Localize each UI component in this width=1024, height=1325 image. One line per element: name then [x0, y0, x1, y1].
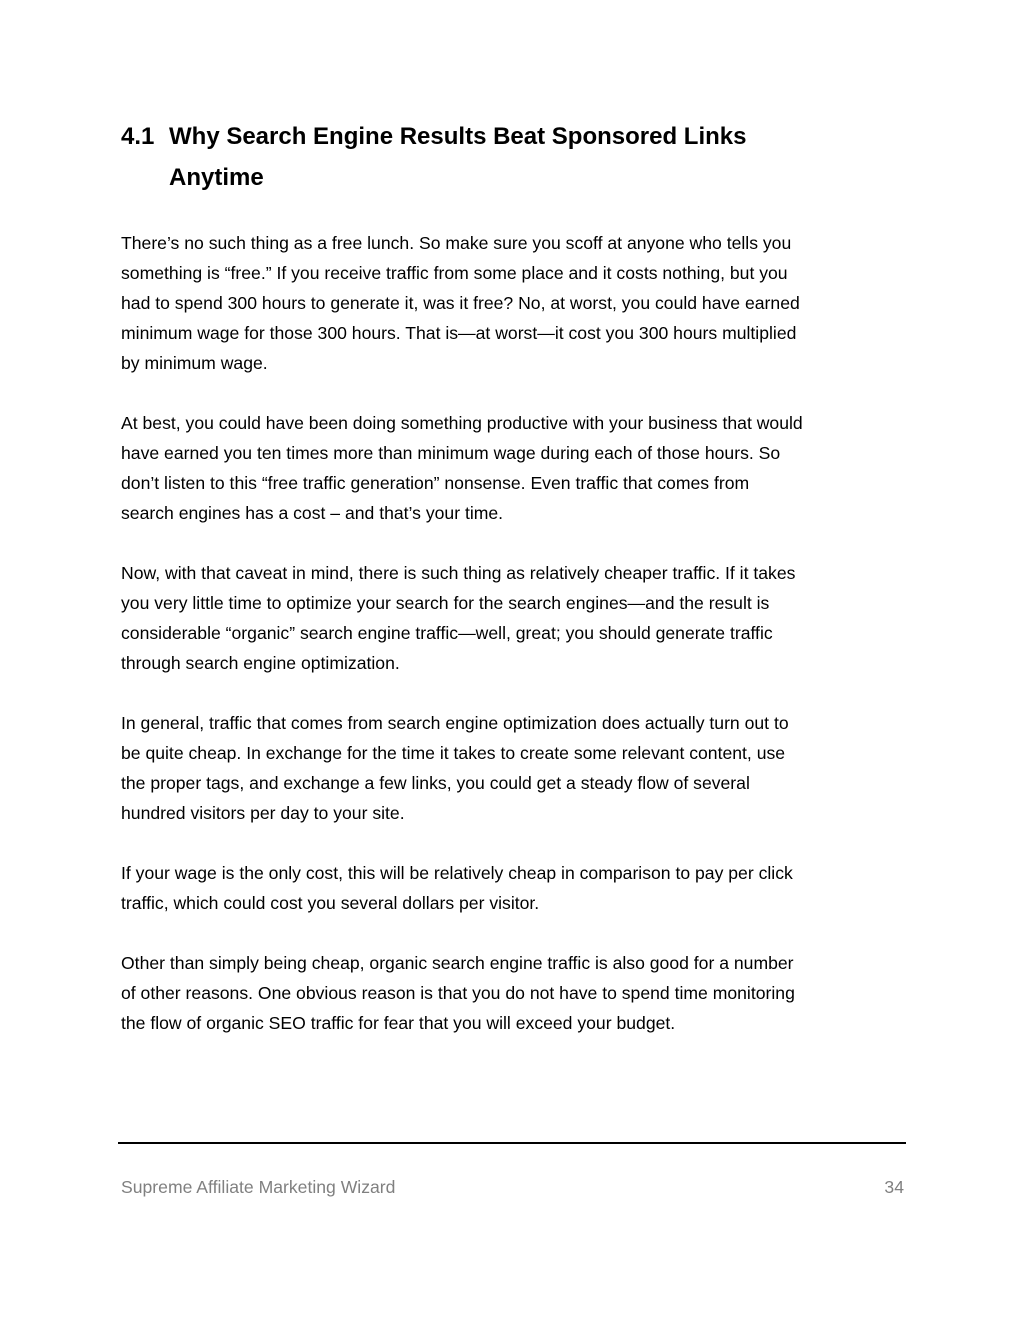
body-text: [121, 228, 911, 1068]
paragraph-4: [121, 708, 911, 828]
text-line: don’t listen to this “free traffic generation” nonsense. Even traffic that comes from: [121, 473, 750, 493]
text-line: through search engine optimization.: [121, 653, 400, 673]
text-line: minimum wage for those 300 hours. That is—at worst—it cost you 300 hours multiplied: [121, 323, 797, 343]
text-line: have earned you ten times more than minimum wage during each of those hours. So: [121, 443, 781, 463]
paragraph-6: [121, 948, 911, 1038]
section-title-line-1: Why Search Engine Results Beat Sponsored Links: [169, 123, 747, 150]
section-heading: [121, 116, 911, 198]
text-line: hundred visitors per day to your site.: [121, 803, 405, 823]
paragraph-1: [121, 228, 911, 378]
footer-divider: [118, 1142, 906, 1144]
text-line: traffic, which could cost you several dollars per visitor.: [121, 893, 540, 913]
text-line: In general, traffic that comes from search engine optimization does actually turn out to: [121, 713, 789, 733]
text-line: If your wage is the only cost, this will be relatively cheap in comparison to pay per click: [121, 863, 793, 883]
text-line: considerable “organic” search engine traffic—well, great; you should generate traffic: [121, 623, 773, 643]
paragraph-2: [121, 408, 911, 528]
text-line: be quite cheap. In exchange for the time it takes to create some relevant content, use: [121, 743, 786, 763]
footer-book-title: Supreme Affiliate Marketing Wizard: [121, 1177, 396, 1197]
text-line: by minimum wage.: [121, 353, 268, 373]
text-line: something is “free.” If you receive traffic from some place and it costs nothing, but you: [121, 263, 788, 283]
text-line: At best, you could have been doing something productive with your business that would: [121, 413, 803, 433]
text-line: There’s no such thing as a free lunch. So make sure you scoff at anyone who tells you: [121, 233, 792, 253]
text-line: search engines has a cost – and that’s your time.: [121, 503, 504, 523]
section-title-line-2: Anytime: [169, 164, 264, 191]
text-line: of other reasons. One obvious reason is that you do not have to spend time monitoring: [121, 983, 795, 1003]
text-line: the proper tags, and exchange a few links, you could get a steady flow of several: [121, 773, 750, 793]
text-line: Other than simply being cheap, organic search engine traffic is also good for a number: [121, 953, 794, 973]
text-line: had to spend 300 hours to generate it, was it free? No, at worst, you could have earned: [121, 293, 800, 313]
section-number: 4.1: [121, 123, 155, 150]
paragraph-3: [121, 558, 911, 678]
paragraph-5: [121, 858, 911, 918]
text-line: you very little time to optimize your search for the search engines—and the result is: [121, 593, 770, 613]
text-line: the flow of organic SEO traffic for fear that you will exceed your budget.: [121, 1013, 676, 1033]
footer-page-number: 34: [884, 1177, 904, 1197]
text-line: Now, with that caveat in mind, there is such thing as relatively cheaper traffic. If it takes: [121, 563, 796, 583]
